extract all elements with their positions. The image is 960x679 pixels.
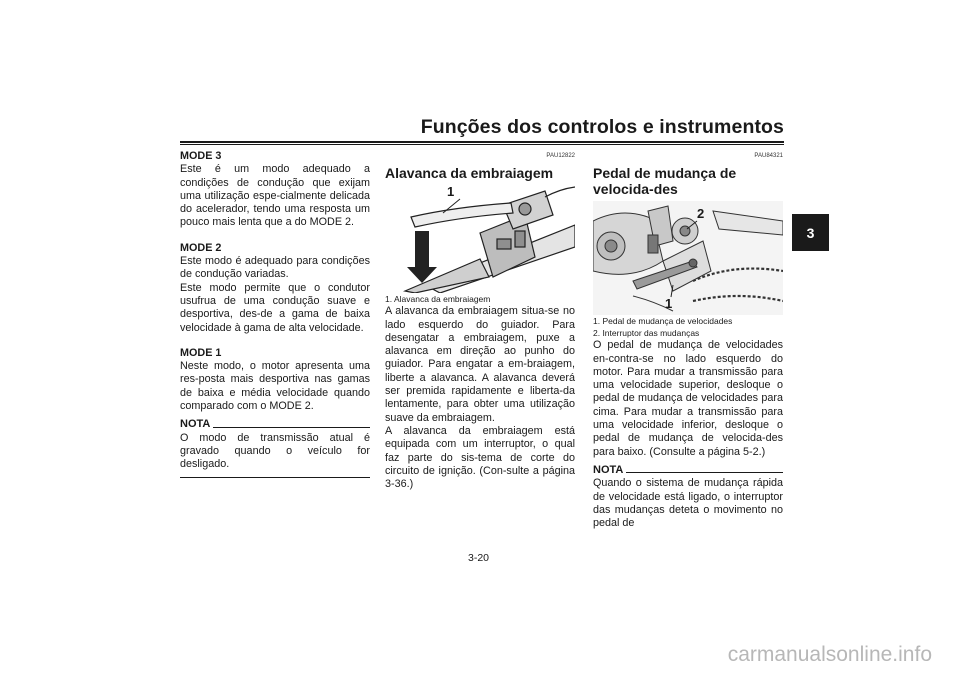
column-shift-pedal (593, 150, 783, 530)
figure-callout-1: 1 (447, 185, 455, 200)
page-number: 3-20 (468, 552, 490, 564)
nota-heading (180, 418, 370, 431)
nota-label: NOTA (593, 463, 624, 476)
figure-caption-1: 1. Pedal de mudança de velocidades (593, 316, 733, 327)
mode2-text-2: Este modo permite que o condutor usufrua de uma condução suave e desportiva, des-de a gama de baixa velocidade à gama de alta velocidade. (180, 281, 370, 334)
nota-text: O modo de transmissão atual é gravado quando o veículo for desligado. (180, 431, 370, 471)
mode3-text: Este é um modo adequado a condições de condução que exijam uma utilização espe-cialmente delicada do acelerador, tendo uma resposta um pouco mais lenta que a do MODE 2. (180, 163, 370, 229)
header-rule (180, 141, 784, 143)
figure-caption: 1. Alavanca da embraiagem (385, 294, 491, 305)
spacer (180, 335, 370, 347)
figure-callout-1: 1 (665, 296, 673, 312)
nota-label: NOTA (180, 418, 211, 431)
mode1-title: MODE 1 (180, 346, 222, 359)
nota-rule (213, 427, 370, 428)
section-heading: Alavanca da embraiagem (385, 165, 554, 182)
shift-pedal-illustration (593, 201, 783, 315)
column-clutch-lever (385, 150, 575, 491)
watermark[interactable]: carmanualsonline.info (727, 643, 932, 666)
clutch-para-2: A alavanca da embraiagem está equipada com um interruptor, o qual faz parte do sis-tema de corte do circuito de ignição. (Con-sulte a página 3-36.) (385, 424, 575, 491)
page-header-title: Funções dos controlos e instrumentos (420, 116, 784, 138)
figure-callout-2: 2 (697, 206, 705, 222)
chapter-tab[interactable]: 3 (792, 214, 829, 251)
nota-end-rule (180, 477, 370, 478)
spacer (180, 230, 370, 242)
section-code: PAU84321 (754, 153, 783, 159)
pull-arrow (407, 231, 437, 283)
mode2-title: MODE 2 (180, 241, 222, 254)
shift-para-1: O pedal de mudança de velocidades en-contra-se no lado esquerdo do motor. Para mudar a transmissão para uma velocidade superior, desloque o pedal de mudança de velocidades para cima. Para mudar a transmissão para uma velocidade inferior, desloque o pedal de mudança de velocida-des para baixo. (Consulte a página 5-2.) (593, 339, 783, 458)
header-rule-thin (180, 144, 784, 145)
clutch-lever-figure (385, 185, 575, 293)
clutch-para-1: A alavanca da embraiagem situa-se no lado esquerdo do guiador. Para desengatar a embraiagem, puxe a alavanca em direção ao punho do guiador. Para engatar a em-braiagem, liberte a alavanca. A alavanca deverá ser premida rapidamente e liberta-da lentamente, para obter uma utilização suave da embraiagem. (385, 305, 575, 424)
nota-rule (626, 472, 783, 473)
clutch-lever-illustration (385, 185, 575, 293)
mode2-text-1: Este modo é adequado para condições de condução variadas. (180, 255, 370, 281)
nota-text: Quando o sistema de mudança rápida de velocidade está ligado, o interruptor das mudanças deteta o movimento no pedal de (593, 477, 783, 530)
figure-caption-2: 2. Interruptor das mudanças (593, 328, 700, 339)
nota-heading (593, 464, 783, 477)
mode3-title: MODE 3 (180, 150, 222, 162)
section-heading: Pedal de mudança de velocida-des (593, 165, 737, 198)
shift-pedal-figure (593, 201, 783, 315)
section-code: PAU12822 (546, 153, 575, 159)
mode1-text: Neste modo, o motor apresenta uma res-posta mais desportiva nas gamas de baixa e média velocidade quando comparado com o MODE 2. (180, 360, 370, 413)
column-modes (180, 150, 370, 477)
